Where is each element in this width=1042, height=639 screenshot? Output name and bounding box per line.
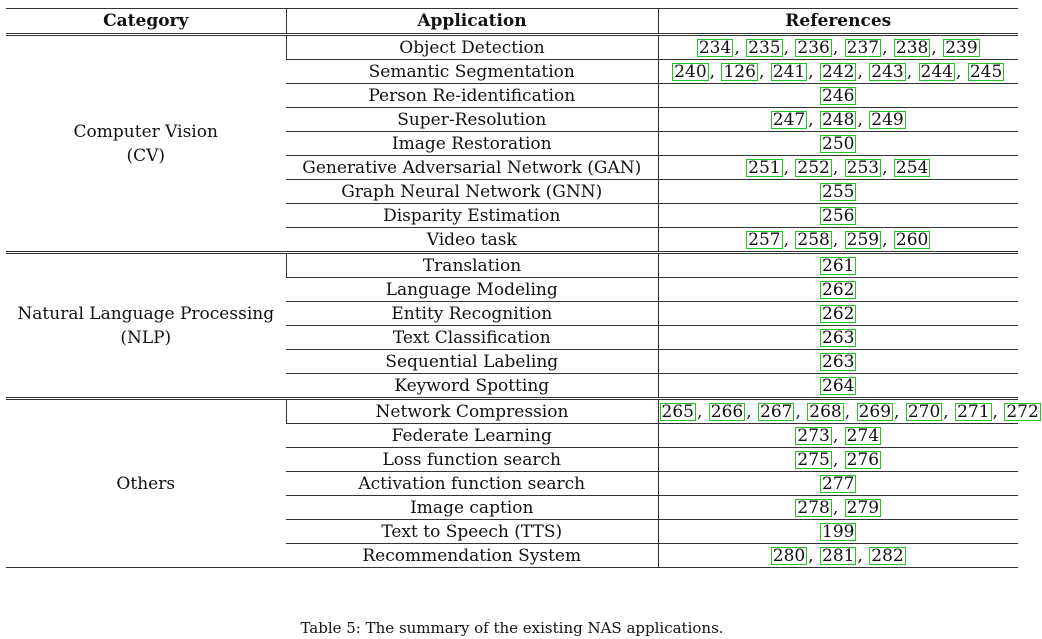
citation-link[interactable]: 249 (871, 109, 904, 130)
citation-link[interactable]: 279 (846, 497, 880, 518)
citation-link[interactable]: 274 (846, 425, 880, 446)
category-cell (6, 399, 286, 568)
citation-link[interactable]: 239 (945, 37, 978, 58)
citation-link[interactable]: 234 (698, 37, 732, 58)
citation-link[interactable]: 245 (969, 61, 1003, 82)
table-row (6, 399, 1018, 424)
citation-link[interactable]: 280 (772, 545, 806, 566)
citation-link[interactable]: 281 (822, 545, 855, 566)
application-cell: Sequential Labeling (286, 350, 658, 374)
citation-link[interactable]: 251 (748, 157, 781, 178)
citation-link[interactable]: 243 (871, 61, 904, 82)
references-cell: 240 , 126 , 241 , 242 , 243 , 244 , 245 (658, 60, 1018, 84)
application-cell: Graph Neural Network (GNN) (286, 180, 658, 204)
citation-link[interactable]: 257 (748, 229, 781, 250)
application-cell: Text Classification (286, 326, 658, 350)
application-cell: Object Detection (286, 35, 658, 60)
application-cell: Loss function search (286, 448, 658, 472)
references-cell (658, 84, 1018, 108)
references-cell (658, 278, 1018, 302)
category-label: (NLP) (120, 327, 172, 348)
citation-link[interactable]: 273 (797, 425, 830, 446)
category-label: Others (116, 473, 176, 494)
references-cell (658, 374, 1018, 399)
application-cell: Generative Adversarial Network (GAN) (286, 156, 658, 180)
citation-link[interactable]: 244 (920, 61, 953, 82)
references-cell (658, 253, 1018, 278)
citation-link[interactable]: 252 (797, 157, 830, 178)
citation-link[interactable]: 258 (797, 229, 830, 250)
citation-link[interactable]: 266 (710, 401, 744, 422)
category-cell (6, 35, 286, 253)
citation-link[interactable]: 276 (846, 449, 880, 470)
citation-link[interactable]: 268 (809, 401, 842, 422)
references-cell: 278 , 279 (658, 496, 1018, 520)
references-cell (658, 132, 1018, 156)
citation-link[interactable]: 236 (797, 37, 830, 58)
application-cell: Semantic Segmentation (286, 60, 658, 84)
header-category: Category (6, 9, 286, 35)
application-cell: Language Modeling (286, 278, 658, 302)
table-row (6, 35, 1018, 60)
citation-link[interactable]: 275 (797, 449, 830, 470)
citation-link[interactable]: 253 (846, 157, 880, 178)
nas-applications-table (6, 8, 1039, 568)
references-cell (658, 180, 1018, 204)
references-cell (658, 326, 1018, 350)
category-group (6, 253, 1018, 399)
application-cell: Activation function search (286, 472, 658, 496)
application-cell: Entity Recognition (286, 302, 658, 326)
citation-link[interactable]: 235 (748, 37, 781, 58)
citation-link[interactable]: 126 (723, 61, 756, 82)
application-cell: Image Restoration (286, 132, 658, 156)
application-cell: Image caption (286, 496, 658, 520)
citation-link[interactable]: 264 (822, 375, 855, 396)
header-application: Application (286, 9, 658, 35)
citation-link[interactable]: 242 (822, 61, 855, 82)
citation-link[interactable]: 260 (895, 229, 929, 250)
citation-link[interactable]: 261 (822, 255, 855, 276)
citation-link[interactable]: 256 (822, 205, 855, 226)
references-cell (658, 520, 1018, 544)
citation-link[interactable]: 247 (772, 109, 806, 130)
application-cell: Federate Learning (286, 424, 658, 448)
category-cell (6, 253, 286, 399)
table-row (6, 253, 1018, 278)
references-cell: 280 , 281 , 282 (658, 544, 1018, 568)
application-cell: Disparity Estimation (286, 204, 658, 228)
citation-link[interactable]: 263 (822, 327, 855, 348)
citation-link[interactable]: 267 (760, 401, 793, 422)
category-label: Computer Vision (73, 121, 218, 142)
citation-link[interactable]: 282 (871, 545, 904, 566)
citation-link[interactable]: 199 (822, 521, 855, 542)
citation-link[interactable]: 277 (822, 473, 855, 494)
application-cell: Text to Speech (TTS) (286, 520, 658, 544)
application-cell: Keyword Spotting (286, 374, 658, 399)
application-cell: Network Compression (286, 399, 658, 424)
citation-link[interactable]: 271 (957, 401, 990, 422)
citation-link[interactable]: 278 (797, 497, 830, 518)
citation-link[interactable]: 248 (822, 109, 855, 130)
citation-link[interactable]: 246 (822, 85, 855, 106)
application-cell: Super-Resolution (286, 108, 658, 132)
references-cell: 265 , 266 , 267 , 268 , 269 , 270 , 271 , 272 (658, 399, 1018, 424)
citation-link[interactable]: 240 (674, 61, 707, 82)
references-cell (658, 204, 1018, 228)
citation-link[interactable]: 237 (846, 37, 880, 58)
references-cell: 247 , 248 , 249 (658, 108, 1018, 132)
table-caption: Table 5: The summary of the existing NAS applications. (300, 619, 724, 637)
citation-link[interactable]: 270 (907, 401, 941, 422)
references-cell: 275 , 276 (658, 448, 1018, 472)
header-references: References (658, 9, 1018, 35)
category-label: (CV) (126, 145, 166, 166)
application-cell: Person Re-identification (286, 84, 658, 108)
application-cell: Recommendation System (286, 544, 658, 568)
references-cell (658, 350, 1018, 374)
citation-link[interactable]: 263 (822, 351, 855, 372)
citation-link[interactable]: 250 (822, 133, 855, 154)
application-cell: Translation (286, 253, 658, 278)
category-group (6, 399, 1039, 568)
references-cell: 273 , 274 (658, 424, 1018, 448)
references-cell: 234 , 235 , 236 , 237 , 238 , 239 (658, 35, 1018, 60)
citation-link[interactable]: 241 (772, 61, 806, 82)
references-cell (658, 302, 1018, 326)
citation-link[interactable]: 272 (1006, 401, 1039, 422)
citation-link[interactable]: 262 (822, 303, 855, 324)
header-row (6, 9, 1018, 35)
citation-link[interactable]: 254 (895, 157, 929, 178)
citation-link[interactable]: 238 (895, 37, 929, 58)
citation-link[interactable]: 259 (846, 229, 880, 250)
references-cell (658, 472, 1018, 496)
citation-link[interactable]: 269 (858, 401, 892, 422)
application-cell: Video task (286, 228, 658, 253)
citation-link[interactable]: 255 (822, 181, 855, 202)
citation-link[interactable]: 262 (822, 279, 855, 300)
references-cell: 257 , 258 , 259 , 260 (658, 228, 1018, 253)
category-label: Natural Language Processing (17, 303, 275, 324)
references-cell: 251 , 252 , 253 , 254 (658, 156, 1018, 180)
citation-link[interactable]: 265 (661, 401, 694, 422)
category-group (6, 35, 1018, 253)
